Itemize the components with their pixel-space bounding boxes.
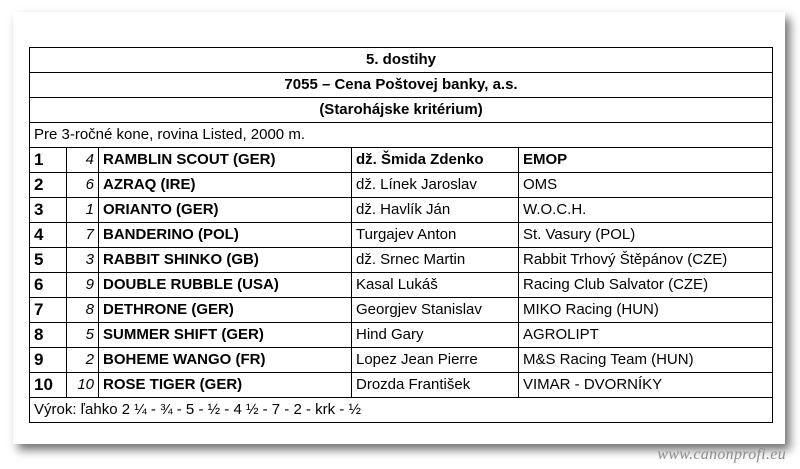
- owner-name: Rabbit Trhový Štěpánov (CZE): [519, 248, 773, 273]
- race-title: 7055 – Cena Poštovej banky, a.s.: [30, 73, 773, 98]
- result-row: [30, 373, 773, 398]
- horse-name: RAMBLIN SCOUT (GER): [99, 148, 352, 173]
- start-number: 7: [67, 223, 99, 248]
- jockey-name: dž. Havlík Ján: [352, 198, 519, 223]
- jockey-name: dž. Srnec Martin: [352, 248, 519, 273]
- finish-position: 3: [30, 198, 67, 223]
- result-row: [30, 148, 773, 173]
- result-row: [30, 248, 773, 273]
- race-title-row: [30, 73, 773, 98]
- finish-position: 6: [30, 273, 67, 298]
- finish-position: 10: [30, 373, 67, 398]
- owner-name: M&S Racing Team (HUN): [519, 348, 773, 373]
- start-number: 1: [67, 198, 99, 223]
- result-row: [30, 173, 773, 198]
- jockey-name: dž. Línek Jaroslav: [352, 173, 519, 198]
- result-row: [30, 273, 773, 298]
- horse-name: BANDERINO (POL): [99, 223, 352, 248]
- horse-name: AZRAQ (IRE): [99, 173, 352, 198]
- finish-position: 9: [30, 348, 67, 373]
- owner-name: St. Vasury (POL): [519, 223, 773, 248]
- race-results-table: [29, 47, 773, 423]
- watermark-text: www.canonprofi.eu: [657, 446, 786, 463]
- race-subtitle: (Starohájske kritérium): [30, 98, 773, 123]
- owner-name: AGROLIPT: [519, 323, 773, 348]
- owner-name: MIKO Racing (HUN): [519, 298, 773, 323]
- race-margins-row: [30, 398, 773, 423]
- result-row: [30, 223, 773, 248]
- finish-position: 7: [30, 298, 67, 323]
- race-conditions-row: [30, 123, 773, 148]
- result-row: [30, 198, 773, 223]
- start-number: 3: [67, 248, 99, 273]
- owner-name: Racing Club Salvator (CZE): [519, 273, 773, 298]
- owner-name: OMS: [519, 173, 773, 198]
- result-row: [30, 348, 773, 373]
- race-subtitle-row: [30, 98, 773, 123]
- owner-name: W.O.C.H.: [519, 198, 773, 223]
- start-number: 10: [67, 373, 99, 398]
- jockey-name: Lopez Jean Pierre: [352, 348, 519, 373]
- finish-position: 2: [30, 173, 67, 198]
- result-row: [30, 298, 773, 323]
- result-row: [30, 323, 773, 348]
- horse-name: DETHRONE (GER): [99, 298, 352, 323]
- jockey-name: Drozda František: [352, 373, 519, 398]
- finish-position: 4: [30, 223, 67, 248]
- jockey-name: dž. Šmida Zdenko: [352, 148, 519, 173]
- start-number: 5: [67, 323, 99, 348]
- start-number: 4: [67, 148, 99, 173]
- start-number: 2: [67, 348, 99, 373]
- jockey-name: Turgajev Anton: [352, 223, 519, 248]
- finish-position: 1: [30, 148, 67, 173]
- horse-name: ROSE TIGER (GER): [99, 373, 352, 398]
- race-margins: Výrok: ľahko 2 ¼ - ¾ - 5 - ½ - 4 ½ - 7 - 2 - krk - ½: [30, 398, 773, 423]
- horse-name: ORIANTO (GER): [99, 198, 352, 223]
- start-number: 9: [67, 273, 99, 298]
- horse-name: DOUBLE RUBBLE (USA): [99, 273, 352, 298]
- horse-name: SUMMER SHIFT (GER): [99, 323, 352, 348]
- race-number-row: [30, 48, 773, 73]
- owner-name: EMOP: [519, 148, 773, 173]
- jockey-name: Georgjev Stanislav: [352, 298, 519, 323]
- start-number: 8: [67, 298, 99, 323]
- jockey-name: Kasal Lukáš: [352, 273, 519, 298]
- horse-name: BOHEME WANGO (FR): [99, 348, 352, 373]
- horse-name: RABBIT SHINKO (GB): [99, 248, 352, 273]
- finish-position: 8: [30, 323, 67, 348]
- finish-position: 5: [30, 248, 67, 273]
- owner-name: VIMAR - DVORNÍKY: [519, 373, 773, 398]
- jockey-name: Hind Gary: [352, 323, 519, 348]
- race-conditions: Pre 3-ročné kone, rovina Listed, 2000 m.: [30, 123, 773, 148]
- start-number: 6: [67, 173, 99, 198]
- race-number: 5. dostihy: [30, 48, 773, 73]
